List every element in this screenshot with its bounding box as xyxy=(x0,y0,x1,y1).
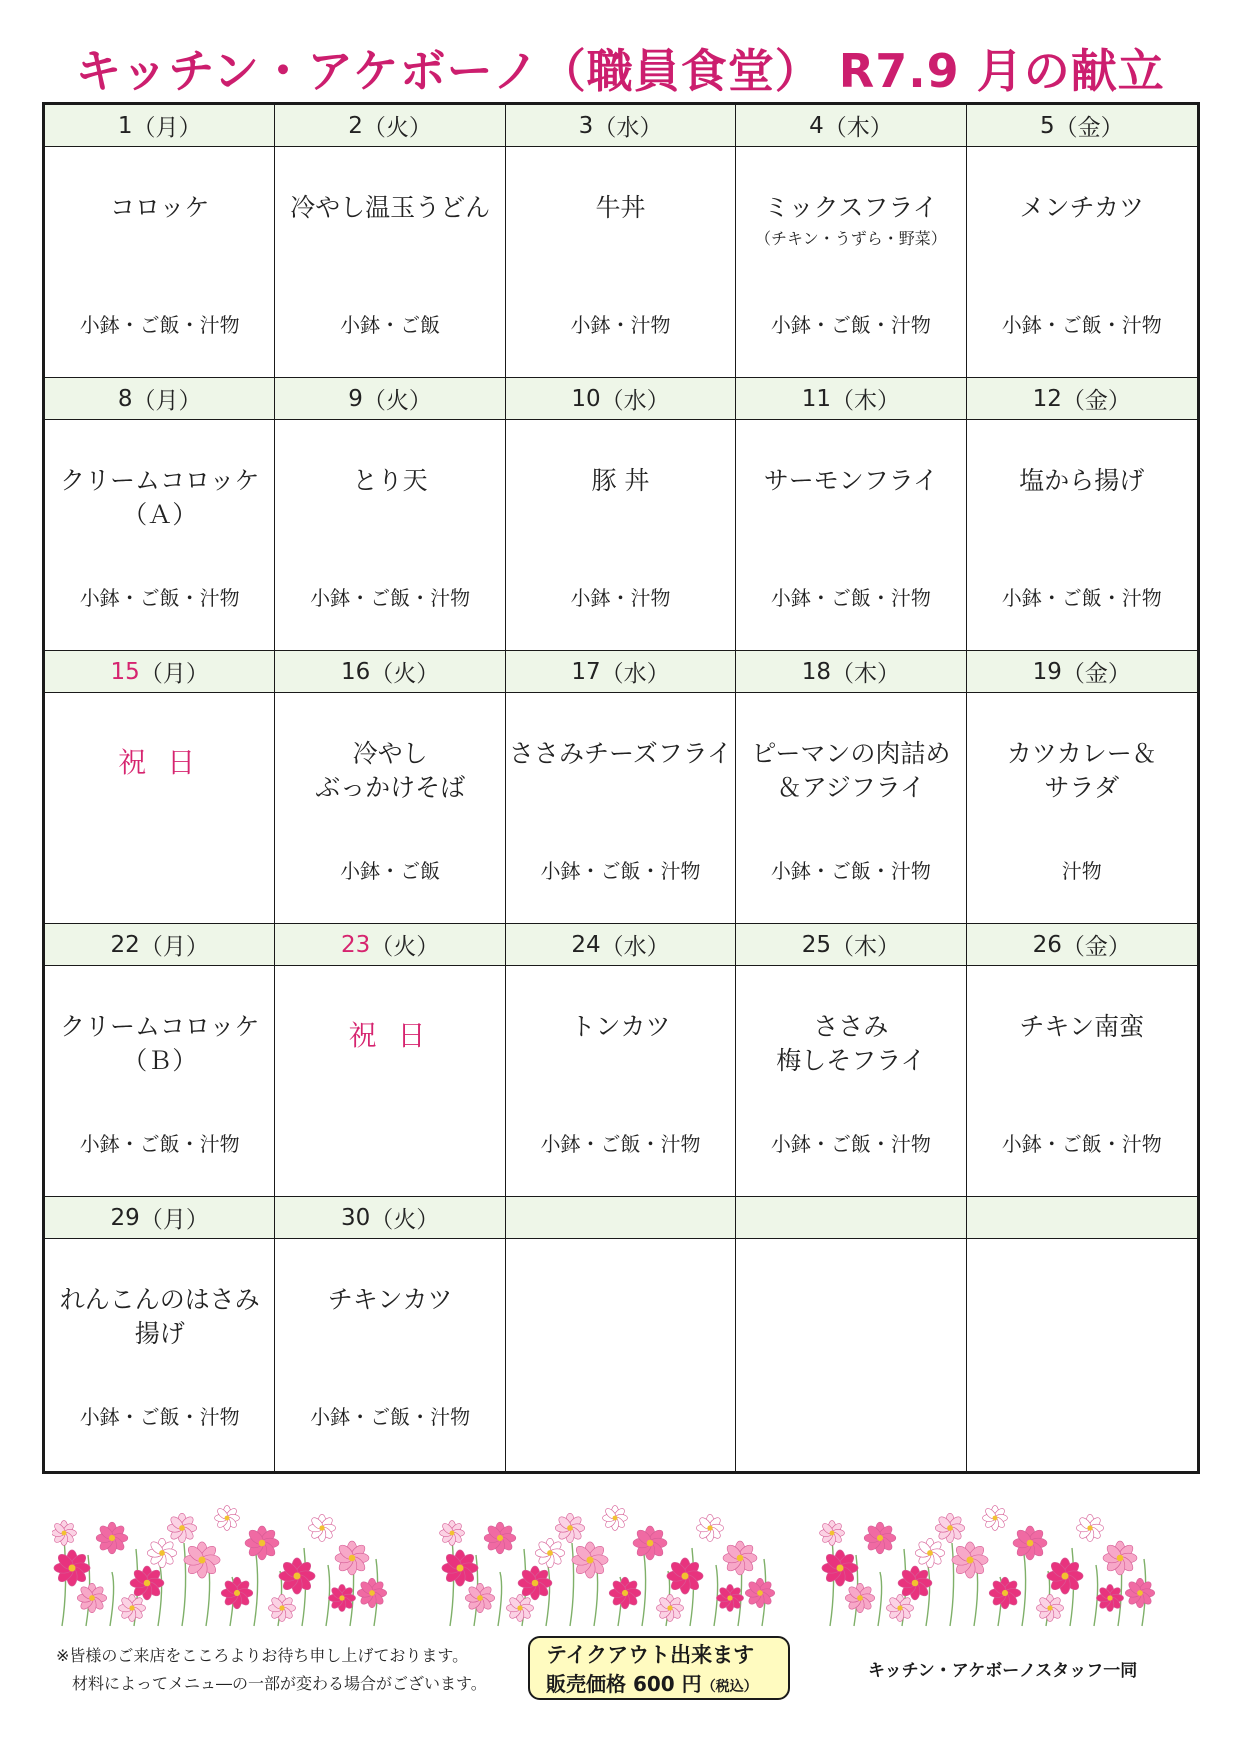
menu-cell xyxy=(275,1239,505,1471)
footnote-line-1: ※皆様のご来店をこころよりお待ち申し上げております。 xyxy=(56,1646,469,1665)
cosmos-flower xyxy=(886,1594,913,1621)
cosmos-flower xyxy=(268,1594,295,1621)
cosmos-flower xyxy=(130,1566,164,1600)
main-dish-name: れんこんのはさみ 揚げ xyxy=(59,1285,260,1348)
day-number: 3 xyxy=(578,112,594,139)
footnote-line-2: 材料によってメニュ―の一部が変わる場合がございます。 xyxy=(72,1674,487,1693)
cosmos-flower xyxy=(506,1594,533,1621)
side-dishes: 小鉢・ご飯・汁物 xyxy=(540,859,701,883)
flower-stem xyxy=(450,1538,454,1626)
flower-stem xyxy=(498,1572,502,1626)
cosmos-flower xyxy=(1096,1584,1123,1611)
day-number: 25 xyxy=(801,931,832,958)
main-dish xyxy=(45,191,274,225)
day-header xyxy=(967,1197,1197,1239)
day-number: 4 xyxy=(809,112,824,139)
day-header xyxy=(736,924,966,966)
day-header xyxy=(275,105,505,147)
main-dish-name: サーモンフライ xyxy=(763,466,939,495)
main-dish xyxy=(45,1283,274,1351)
menu-cell xyxy=(275,966,505,1197)
menu-cell xyxy=(506,693,736,924)
day-header xyxy=(45,378,275,420)
cosmos-flower xyxy=(555,1513,584,1542)
menu-cell xyxy=(506,966,736,1197)
day-number: 5 xyxy=(1039,112,1055,139)
side-dishes: 小鉢・ご飯・汁物 xyxy=(1001,586,1162,610)
menu-cell xyxy=(275,420,505,651)
day-number: 11 xyxy=(801,385,832,412)
day-header xyxy=(967,651,1197,693)
day-of-week: （木） xyxy=(823,115,893,141)
menu-cell xyxy=(967,147,1197,378)
flower-stem xyxy=(62,1538,66,1626)
main-dish xyxy=(275,737,504,805)
cosmos-flower xyxy=(845,1583,874,1612)
day-number: 10 xyxy=(571,385,601,412)
menu-cell xyxy=(736,147,966,378)
day-number: 12 xyxy=(1032,385,1062,412)
flower-stem xyxy=(1094,1565,1098,1626)
main-dish xyxy=(275,464,504,498)
menu-cell xyxy=(967,420,1197,651)
side-dishes: 小鉢・ご飯・汁物 xyxy=(310,586,471,610)
day-number: 15 xyxy=(110,658,140,685)
flower-stem xyxy=(878,1572,882,1626)
menu-cell xyxy=(506,420,736,651)
main-dish-name: 冷やし温玉うどん xyxy=(290,193,491,222)
main-dish xyxy=(45,464,274,532)
day-of-week: （金） xyxy=(1061,661,1131,687)
cosmos-flower xyxy=(167,1513,196,1542)
side-dishes: 小鉢・ご飯 xyxy=(340,859,441,883)
cosmos-flower xyxy=(822,1550,858,1586)
main-dish-name: トンカツ xyxy=(570,1012,671,1041)
cosmos-flower xyxy=(279,1558,315,1594)
flower-stem xyxy=(110,1572,114,1626)
cosmos-flower xyxy=(221,1577,253,1609)
menu-cell xyxy=(45,420,275,651)
cosmos-flower xyxy=(723,1541,757,1575)
day-of-week: （火） xyxy=(370,661,440,687)
menu-cell xyxy=(275,147,505,378)
day-number: 16 xyxy=(340,658,371,685)
cosmos-flower xyxy=(915,1538,944,1567)
day-number: 19 xyxy=(1032,658,1062,685)
menu-cell xyxy=(736,966,966,1197)
flower-stem xyxy=(830,1538,834,1626)
menu-cell xyxy=(967,693,1197,924)
flower-stem xyxy=(950,1543,954,1626)
main-dish xyxy=(736,191,965,251)
day-of-week: （木） xyxy=(831,934,901,960)
menu-cell xyxy=(45,966,275,1197)
cosmos-flower-decoration xyxy=(52,1498,1188,1628)
side-dishes: 小鉢・汁物 xyxy=(570,313,671,337)
menu-cell xyxy=(506,147,736,378)
main-dish xyxy=(506,1010,735,1044)
cosmos-flower xyxy=(820,1521,845,1546)
menu-cell xyxy=(967,966,1197,1197)
cosmos-flower xyxy=(935,1513,964,1542)
main-dish-name: クリームコロッケ （Ｂ） xyxy=(59,1012,260,1075)
cosmos-flower xyxy=(442,1550,478,1586)
cosmos-flower xyxy=(245,1526,279,1560)
day-of-week: （金） xyxy=(1061,934,1131,960)
side-dishes: 小鉢・ご飯・汁物 xyxy=(770,313,931,337)
main-dish-name: チキン南蛮 xyxy=(1019,1012,1145,1041)
cosmos-flower xyxy=(696,1514,723,1541)
day-number: 29 xyxy=(110,1204,140,1231)
day-of-week: （水） xyxy=(600,388,670,414)
main-dish xyxy=(736,1010,965,1078)
page-title: キッチン・アケボーノ（職員食堂） R7.9 月の献立 xyxy=(75,44,1165,98)
flower-stem xyxy=(714,1565,718,1626)
cosmos-flower xyxy=(667,1558,703,1594)
day-of-week: （火） xyxy=(362,388,432,414)
side-dishes: 小鉢・ご飯 xyxy=(340,313,441,337)
day-number: 18 xyxy=(801,658,832,685)
main-dish xyxy=(45,1010,274,1078)
main-dish xyxy=(506,737,735,771)
main-dish xyxy=(275,1283,504,1317)
day-header xyxy=(275,651,505,693)
day-of-week: （火） xyxy=(370,1207,440,1233)
day-of-week: （火） xyxy=(370,934,440,960)
main-dish-name: カツカレー＆ サラダ xyxy=(1006,739,1157,802)
menu-cell xyxy=(45,693,275,924)
cosmos-flower xyxy=(484,1522,516,1554)
takeout-available: テイクアウト出来ます xyxy=(546,1643,755,1667)
cosmos-flower xyxy=(989,1577,1021,1609)
day-number: 23 xyxy=(340,931,371,958)
takeout-price: 600 円 xyxy=(632,1672,702,1696)
day-header xyxy=(967,105,1197,147)
takeout-box xyxy=(528,1636,790,1700)
main-dish xyxy=(736,737,965,805)
empty-cell xyxy=(736,1239,966,1471)
cosmos-flower xyxy=(983,1506,1008,1531)
day-header xyxy=(45,651,275,693)
side-dishes: 小鉢・ご飯・汁物 xyxy=(1001,313,1162,337)
menu-cell xyxy=(45,1239,275,1471)
side-dishes: 小鉢・ご飯・汁物 xyxy=(79,586,240,610)
side-dishes: 小鉢・ご飯・汁物 xyxy=(770,586,931,610)
cosmos-flower xyxy=(898,1566,932,1600)
day-header xyxy=(275,924,505,966)
cosmos-flower xyxy=(535,1538,564,1567)
day-of-week: （金） xyxy=(1054,115,1124,141)
cosmos-flower xyxy=(465,1583,494,1612)
cosmos-flower xyxy=(745,1578,774,1607)
menu-cell xyxy=(736,420,966,651)
cosmos-flower xyxy=(716,1584,743,1611)
main-dish xyxy=(967,737,1197,805)
cosmos-flower xyxy=(308,1514,335,1541)
cosmos-flower xyxy=(609,1577,641,1609)
cosmos-flower xyxy=(1047,1558,1083,1594)
day-header xyxy=(506,378,736,420)
empty-cell xyxy=(967,1239,1197,1471)
menu-calendar xyxy=(42,102,1200,1474)
main-dish xyxy=(967,464,1197,498)
main-dish-name: コロッケ xyxy=(109,193,210,222)
day-of-week: （火） xyxy=(362,115,432,141)
flower-stem xyxy=(1022,1554,1026,1626)
cosmos-flower xyxy=(118,1594,145,1621)
main-dish xyxy=(506,464,735,498)
cosmos-flower xyxy=(1013,1526,1047,1560)
takeout-tax: （税込） xyxy=(701,1679,758,1695)
main-dish xyxy=(736,464,965,498)
day-number: 1 xyxy=(117,112,133,139)
takeout-price-label: 販売価格 xyxy=(546,1672,626,1696)
day-number: 17 xyxy=(571,658,601,685)
day-number: 24 xyxy=(571,931,601,958)
cosmos-flower xyxy=(54,1550,90,1586)
side-dishes: 小鉢・ご飯・汁物 xyxy=(79,1132,240,1156)
holiday-label: 祝 日 xyxy=(348,1019,432,1052)
holiday-label: 祝 日 xyxy=(118,746,202,779)
day-number: 30 xyxy=(340,1204,371,1231)
day-of-week: （木） xyxy=(831,661,901,687)
cosmos-flower xyxy=(357,1578,386,1607)
side-dishes: 小鉢・ご飯・汁物 xyxy=(79,313,240,337)
footnote xyxy=(56,1642,487,1698)
main-dish-name: 牛丼 xyxy=(595,193,646,222)
main-dish-name: 冷やし ぶっかけそば xyxy=(315,739,466,802)
flower-illustration xyxy=(52,1498,1188,1628)
main-dish xyxy=(275,191,504,225)
day-header xyxy=(45,924,275,966)
cosmos-flower xyxy=(77,1583,106,1612)
main-dish xyxy=(967,191,1197,225)
side-dishes: 小鉢・ご飯・汁物 xyxy=(770,859,931,883)
day-header xyxy=(45,105,275,147)
day-of-week: （月） xyxy=(132,388,202,414)
takeout-price-line xyxy=(546,1670,788,1701)
cosmos-flower xyxy=(147,1538,176,1567)
day-header xyxy=(506,651,736,693)
cosmos-flower xyxy=(1125,1578,1154,1607)
day-header xyxy=(736,651,966,693)
day-of-week: （水） xyxy=(600,934,670,960)
day-header xyxy=(736,1197,966,1239)
cosmos-flower xyxy=(656,1594,683,1621)
cosmos-flower xyxy=(335,1541,369,1575)
day-number: 2 xyxy=(348,112,363,139)
staff-signature: キッチン・アケボーノスタッフ一同 xyxy=(868,1661,1138,1681)
day-header xyxy=(967,378,1197,420)
side-dishes: 汁物 xyxy=(1061,859,1102,883)
cosmos-flower xyxy=(633,1526,667,1560)
main-dish xyxy=(967,1010,1197,1044)
cosmos-flower xyxy=(603,1506,628,1531)
main-dish-name: とり天 xyxy=(352,466,428,495)
flower-stem xyxy=(182,1543,186,1626)
cosmos-flower xyxy=(1076,1514,1103,1541)
day-header xyxy=(506,924,736,966)
main-dish-name: ささみチーズフライ xyxy=(508,739,732,768)
menu-cell xyxy=(45,147,275,378)
day-number: 26 xyxy=(1032,931,1062,958)
side-dishes: 小鉢・ご飯・汁物 xyxy=(540,1132,701,1156)
main-dish-name: ささみ 梅しそフライ xyxy=(776,1012,926,1075)
day-number: 8 xyxy=(117,385,133,412)
day-header xyxy=(736,378,966,420)
cosmos-flower xyxy=(52,1521,76,1546)
flower-stem xyxy=(642,1554,646,1626)
side-dishes: 小鉢・ご飯・汁物 xyxy=(310,1405,471,1429)
day-number: 9 xyxy=(348,385,363,412)
cosmos-flower xyxy=(440,1521,465,1546)
main-dish-name: メンチカツ xyxy=(1019,193,1145,222)
cosmos-flower xyxy=(96,1522,128,1554)
side-dishes: 小鉢・汁物 xyxy=(570,586,671,610)
menu-cell xyxy=(736,693,966,924)
day-header xyxy=(506,105,736,147)
day-header xyxy=(967,924,1197,966)
flower-stem xyxy=(254,1554,258,1626)
menu-cell xyxy=(275,693,505,924)
day-of-week: （水） xyxy=(593,115,663,141)
flower-stem xyxy=(570,1543,574,1626)
main-dish-name: クリームコロッケ （Ａ） xyxy=(59,466,260,529)
day-header xyxy=(275,378,505,420)
cosmos-flower xyxy=(184,1542,220,1578)
day-header xyxy=(45,1197,275,1239)
cosmos-flower xyxy=(952,1542,988,1578)
main-dish-name: 塩から揚げ xyxy=(1019,466,1145,495)
day-header xyxy=(275,1197,505,1239)
main-dish-name: ピーマンの肉詰め ＆アジフライ xyxy=(751,739,951,802)
day-of-week: （月） xyxy=(139,1207,209,1233)
dish-note: （チキン・うずら・野菜） xyxy=(754,229,947,248)
cosmos-flower xyxy=(518,1566,552,1600)
main-dish-name: 豚 丼 xyxy=(591,466,650,495)
day-of-week: （月） xyxy=(139,661,209,687)
flower-stem xyxy=(326,1565,330,1626)
cosmos-flower xyxy=(572,1542,608,1578)
day-of-week: （金） xyxy=(1061,388,1131,414)
day-number: 22 xyxy=(110,931,140,958)
day-header xyxy=(736,105,966,147)
day-of-week: （木） xyxy=(831,388,901,414)
day-of-week: （月） xyxy=(132,115,202,141)
side-dishes: 小鉢・ご飯・汁物 xyxy=(1001,1132,1162,1156)
cosmos-flower xyxy=(1036,1594,1063,1621)
day-header xyxy=(506,1197,736,1239)
main-dish-name: チキンカツ xyxy=(327,1285,453,1314)
cosmos-flower xyxy=(328,1584,355,1611)
day-of-week: （月） xyxy=(139,934,209,960)
side-dishes: 小鉢・ご飯・汁物 xyxy=(770,1132,931,1156)
day-of-week: （水） xyxy=(600,661,670,687)
empty-cell xyxy=(506,1239,736,1471)
cosmos-flower xyxy=(1103,1541,1137,1575)
main-dish xyxy=(506,191,735,225)
cosmos-flower xyxy=(864,1522,896,1554)
cosmos-flower xyxy=(215,1506,240,1531)
side-dishes: 小鉢・ご飯・汁物 xyxy=(79,1405,240,1429)
main-dish-name: ミックスフライ xyxy=(764,193,938,222)
